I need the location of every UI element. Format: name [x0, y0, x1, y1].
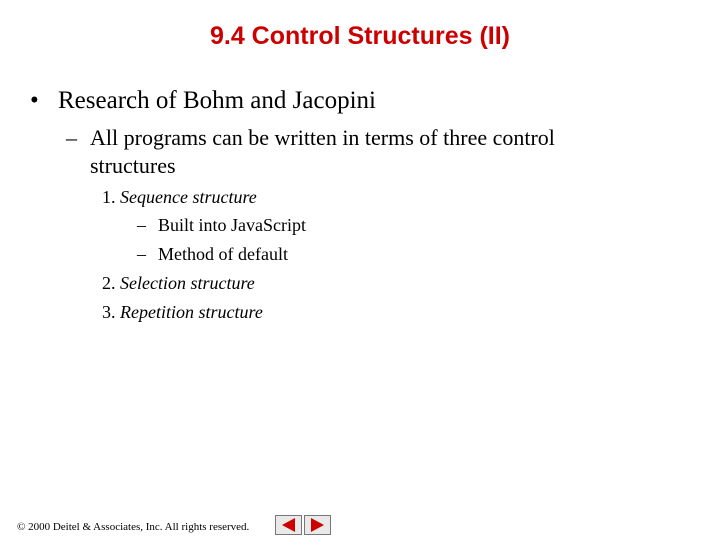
- slide-title: 9.4 Control Structures (II): [209, 22, 511, 50]
- left-arrow-icon: [282, 518, 295, 532]
- main-bullet-text: Research of Bohm and Jacopini: [58, 87, 376, 114]
- dash-mark: –: [137, 215, 146, 235]
- item-label: Sequence structure: [120, 187, 257, 207]
- list-item-repetition: [102, 301, 263, 323]
- bullet-mark: •: [30, 87, 39, 114]
- item-number: 2.: [102, 273, 116, 293]
- copyright-footer: © 2000 Deitel & Associates, Inc. All rights reserved.: [17, 521, 250, 533]
- item-label: Selection structure: [120, 273, 255, 293]
- dash-mark: –: [66, 125, 77, 150]
- main-bullet: [30, 86, 690, 116]
- list-item-selection: [102, 272, 255, 294]
- dash-mark: –: [137, 244, 146, 264]
- detail-item: [137, 243, 288, 265]
- item-label: Repetition structure: [120, 302, 263, 322]
- sub-bullet: [66, 124, 626, 180]
- next-slide-button[interactable]: [304, 515, 331, 535]
- detail-text: Method of default: [158, 244, 288, 264]
- detail-item: [137, 214, 306, 236]
- previous-slide-button[interactable]: [275, 515, 302, 535]
- list-item-sequence: [102, 186, 257, 208]
- item-number: 1.: [102, 187, 116, 207]
- right-arrow-icon: [311, 518, 324, 532]
- sub-bullet-text: All programs can be written in terms of three control structures: [90, 125, 555, 178]
- detail-text: Built into JavaScript: [158, 215, 306, 235]
- item-number: 3.: [102, 302, 116, 322]
